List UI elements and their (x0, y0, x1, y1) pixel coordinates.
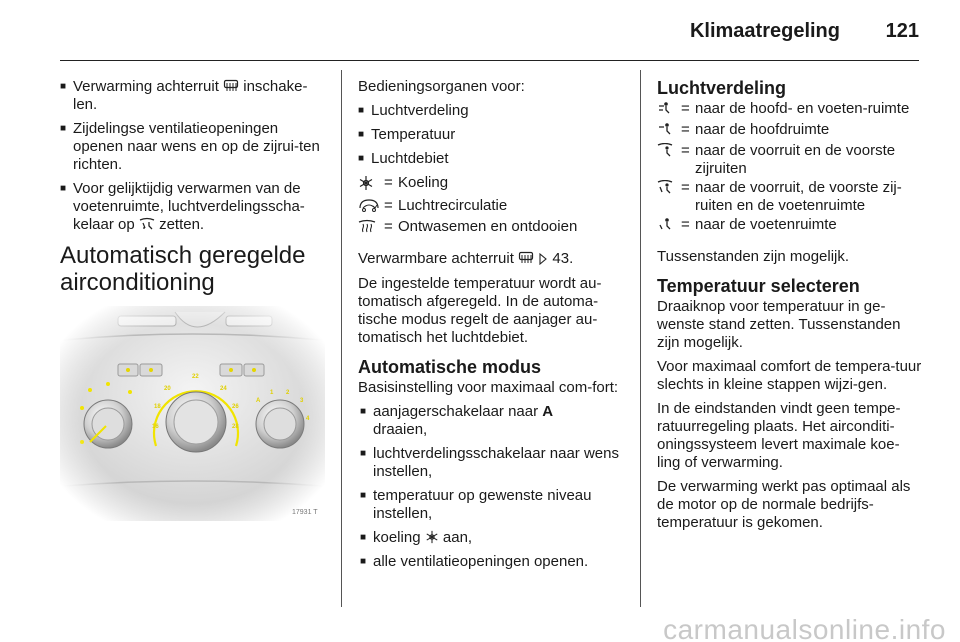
list-item: ■ Zijdelingse ventilatieopeningen openen naar wens en op de zijrui-ten richten. (60, 120, 328, 174)
list-item: ■ luchtverdelingsschakelaar naar wens instellen, (360, 445, 628, 481)
basic-setting-paragraph: Basisinstelling voor maximaal com-fort: (358, 379, 619, 396)
windshield-side-feet-icon (657, 179, 681, 215)
watermark: carmanualsonline.info (663, 614, 946, 642)
section-heading-automatic-ac: Automatisch geregelde airconditioning (60, 242, 306, 296)
list-item: ■ alle ventilatieopeningen openen. (360, 553, 628, 571)
list-item: ■ Verwarming achterruit inschake-len. (60, 78, 328, 114)
column-2 (358, 78, 628, 577)
climate-panel-figure (60, 306, 325, 521)
list-item: ■ Temperatuur (358, 126, 628, 144)
basic-setting-steps (358, 403, 628, 571)
temp-scale-label: 22 (192, 374, 199, 380)
rear-window-heat-icon (518, 251, 534, 265)
list-item: ■ Voor gelijktijdig verwarmen van de voetenruimte, luchtverdelingsscha-kelaar op zetten. (60, 180, 328, 234)
head-icon (657, 121, 681, 141)
temp-scale-label: 26 (232, 404, 239, 410)
column-1 (60, 78, 328, 310)
temp-scale-label: 20 (164, 386, 171, 392)
defrost-icon (358, 218, 384, 238)
fan-scale-label: 4 (306, 416, 310, 422)
snowflake-icon (358, 174, 384, 196)
head-feet-icon (657, 100, 681, 120)
list-item: ■ Luchtdebiet (358, 150, 628, 168)
page-reference-icon (538, 253, 548, 265)
list-item: ■ temperatuur op gewenste niveau instellen, (360, 487, 628, 523)
windshield-feet-icon (139, 217, 155, 231)
figure-code: 17931 T (292, 509, 318, 516)
temp-scale-label: 16 (152, 424, 159, 430)
page-header-title: Klimaatregeling (689, 20, 840, 42)
list-item: ■ aanjagerschakelaar naar A draaien, (360, 403, 628, 439)
column-divider-1 (341, 70, 342, 607)
temp-scale-label: 18 (154, 404, 161, 410)
controls-intro: Bedieningsorganen voor: (358, 78, 525, 95)
list-item: ■ koeling aan, (360, 529, 628, 547)
list-item: ■ Luchtverdeling (358, 102, 628, 120)
page-number: 121 (885, 20, 919, 42)
feet-icon (657, 216, 681, 236)
column-divider-2 (640, 70, 641, 607)
fan-scale-label: 1 (270, 390, 274, 396)
temp-scale-label: 24 (220, 386, 227, 392)
column-3 (657, 78, 922, 538)
temperature-paragraph-2: Voor maximaal comfort de tempera-tuur slechts in kleine stappen wijzi-gen. (657, 358, 922, 393)
rear-window-heat-icon (223, 79, 239, 93)
intermediate-positions: Tussenstanden zijn mogelijk. (657, 248, 850, 265)
snowflake-icon (425, 530, 439, 544)
temperature-paragraph-4: De verwarming werkt pas optimaal als de motor op de normale bedrijfs-temperatuur is gekomen. (657, 478, 911, 531)
section-heading-air-distribution: Luchtverdeling (657, 78, 787, 98)
section-heading-auto-mode: Automatische modus (358, 357, 542, 377)
rear-window-line: Verwarmbare achterruit 43. (358, 250, 574, 267)
intro-bullet-list (60, 78, 328, 234)
air-distribution-legend: = naar de hoofd- en voeten-ruimte = naar de hoofdruimte = naar de voorruit en de voorste zijruiten = naar de voorruit, de voorste zij-ruiten en de voetenruimte = naar de voetenruimte (657, 100, 922, 236)
temperature-paragraph-1: Draaiknop voor temperatuur in ge-wenste stand zetten. Tussenstanden zijn mogelijk. (657, 298, 901, 351)
temp-scale-label: 28 (232, 424, 239, 430)
section-heading-temperature: Temperatuur selecteren (657, 276, 860, 296)
fan-scale-label: 2 (286, 390, 290, 396)
windshield-side-icon (657, 142, 681, 178)
header-divider (60, 60, 919, 61)
recirculation-icon (358, 197, 384, 217)
controls-legend: = Koeling = Luchtrecirculatie = Ontwasemen en ontdooien (358, 174, 628, 238)
fan-scale-label: A (256, 398, 261, 404)
controls-list (358, 102, 628, 168)
auto-temp-paragraph: De ingestelde temperatuur wordt au-tomatisch afgeregeld. In de automa-tische modus regelt de aanjager au-tomatisch het luchtdebiet. (358, 275, 602, 346)
temperature-paragraph-3: In de eindstanden vindt geen tempe-ratuurregeling plaats. Het airconditi-oningssysteem levert maximale koe-ling of verwarming. (657, 400, 901, 471)
fan-scale-label: 3 (300, 398, 304, 404)
